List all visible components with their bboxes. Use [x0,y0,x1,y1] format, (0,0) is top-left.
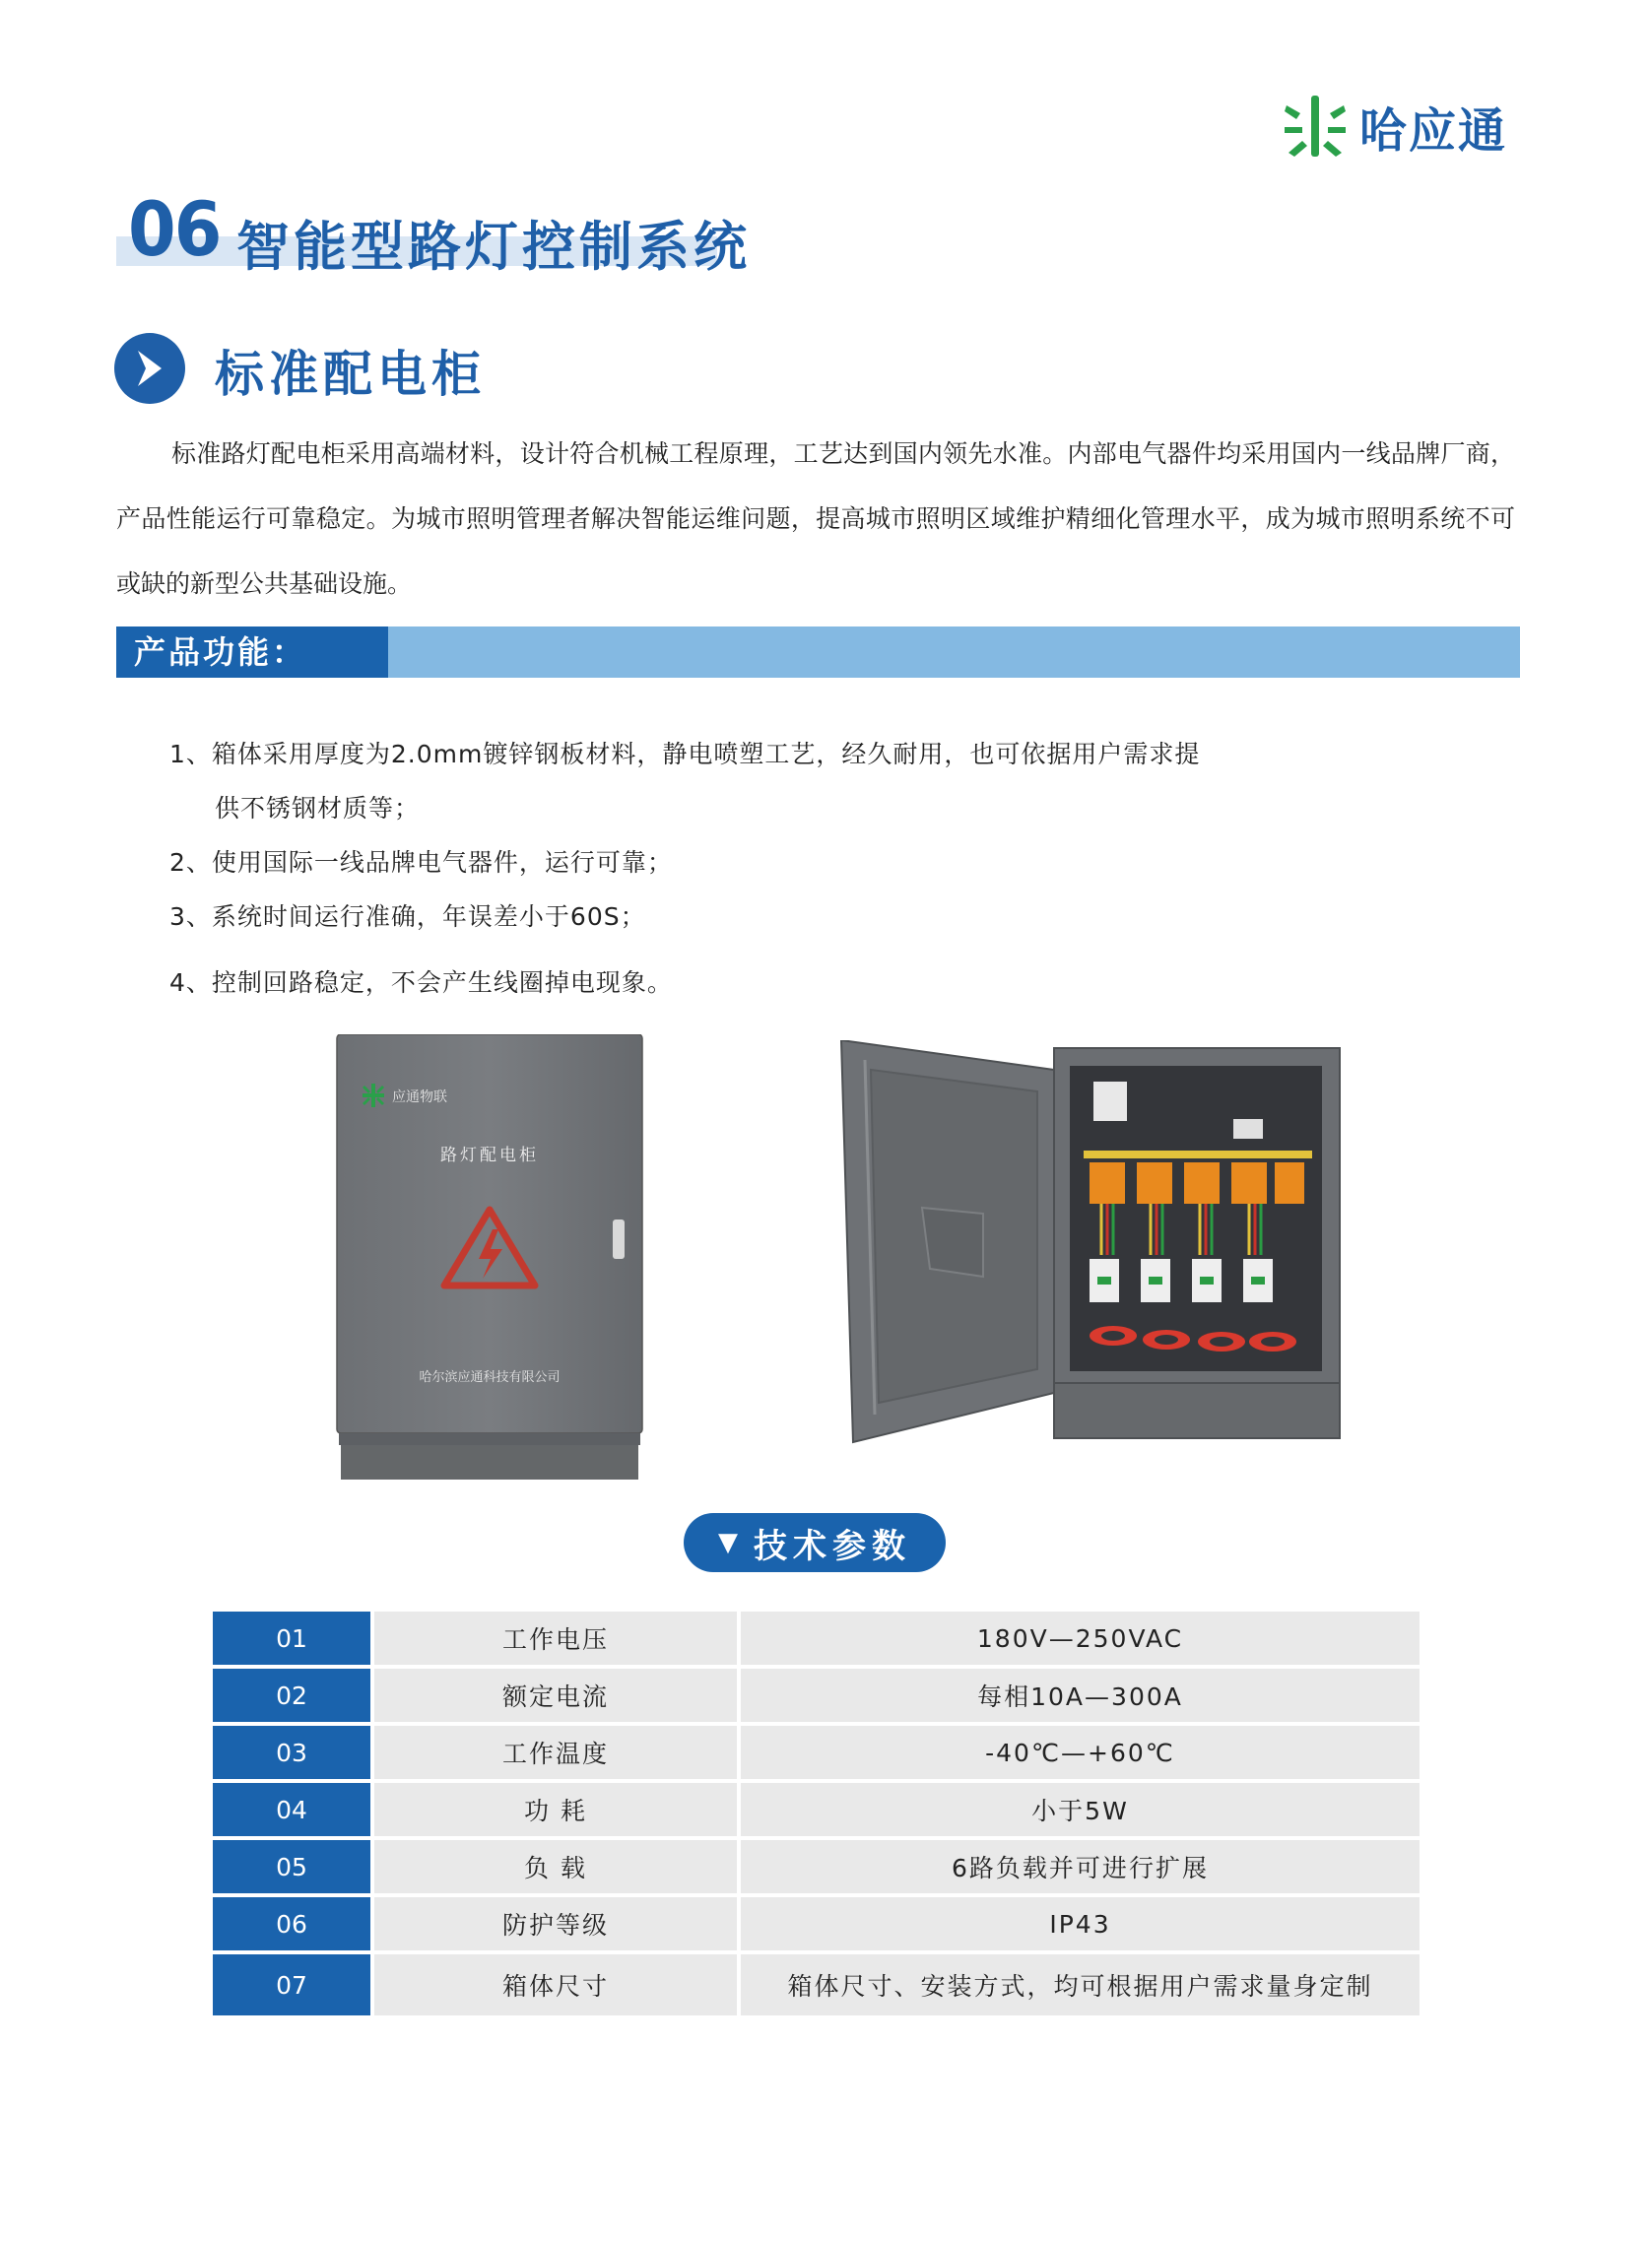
function-item: 2、使用国际一线品牌电气器件，运行可靠； [169,848,673,877]
section-number: 06 [128,185,221,273]
param-number: 03 [213,1726,370,1779]
param-name: 箱体尺寸 [374,1954,737,2015]
param-value: 180V—250VAC [741,1612,1420,1665]
brand-logo-icon [1281,92,1350,161]
section-title: 智能型路灯控制系统 [236,216,751,278]
param-number: 05 [213,1840,370,1893]
function-item: 1、箱体采用厚度为2.0mm镀锌钢板材料，静电喷塑工艺，经久耐用，也可依据用户需求提 [169,740,1201,768]
param-name: 工作温度 [374,1726,737,1779]
function-item: 3、系统时间运行准确，年误差小于60S； [169,902,646,931]
table-row [213,1726,1420,1779]
tech-params-title: 技术参数 [754,1526,911,1566]
param-number: 06 [213,1897,370,1950]
param-value: IP43 [741,1897,1420,1950]
param-name: 工作电压 [374,1612,737,1665]
function-item: 供不锈钢材质等； [215,794,421,823]
param-value: -40℃—+60℃ [741,1726,1420,1779]
param-value: 小于5W [741,1783,1420,1836]
param-name: 防护等级 [374,1897,737,1950]
param-number: 02 [213,1669,370,1722]
chevron-right-icon [114,333,185,404]
table-row [213,1612,1420,1665]
cabinet-handle [613,1220,625,1259]
functions-header-bar [116,626,1520,678]
param-number: 01 [213,1612,370,1665]
param-name: 负 载 [374,1840,737,1893]
function-item: 4、控制回路稳定，不会产生线圈掉电现象。 [169,968,673,997]
table-row [213,1783,1420,1836]
intro-paragraph: 标准路灯配电柜采用高端材料，设计符合机械工程原理，工艺达到国内领先水准。内部电气器件均采用国内一线品牌厂商，产品性能运行可靠稳定。为城市照明管理者解决智能运维问题，提高城市照明区域维护精细化管理水平，成为城市照明系统不可或缺的新型公共基础设施。 [116,439,1515,598]
param-number: 04 [213,1783,370,1836]
tech-params-heading [684,1513,946,1572]
table-row [213,1840,1420,1893]
table-row [213,1669,1420,1722]
table-row [213,1954,1420,2015]
param-name: 额定电流 [374,1669,737,1722]
subsection-title: 标准配电柜 [215,346,486,403]
cabinet-door-label: 路灯配电柜 [440,1146,539,1165]
cabinet-brand-label: 应通物联 [392,1089,447,1105]
brand-logo [1281,89,1507,164]
cabinet-company-label: 哈尔滨应通科技有限公司 [419,1370,561,1385]
closed-cabinet-image [333,1034,646,1480]
param-name: 功 耗 [374,1783,737,1836]
triangle-down-icon: ▼ [718,1528,738,1557]
param-number: 07 [213,1954,370,2015]
brand-name: 哈应通 [1359,102,1508,159]
param-value: 每相10A—300A [741,1669,1420,1722]
open-cabinet-icon [835,1040,1348,1454]
param-value: 箱体尺寸、安装方式，均可根据用户需求量身定制 [741,1954,1420,2015]
table-row [213,1897,1420,1950]
functions-label: 产品功能： [116,626,388,678]
param-value: 6路负载并可进行扩展 [741,1840,1420,1893]
tech-params-table [213,1612,1420,2019]
functions-list [169,727,1411,1010]
